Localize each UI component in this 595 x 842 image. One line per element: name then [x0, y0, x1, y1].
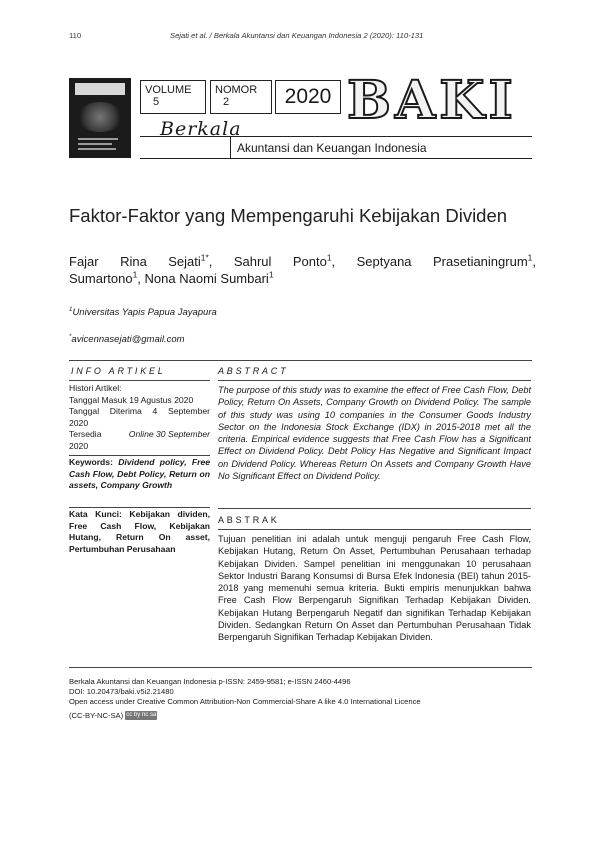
- nomor-label: NOMOR: [215, 84, 258, 96]
- journal-footer: [69, 677, 421, 721]
- date-online-year: 2020: [69, 440, 89, 451]
- volume-value: 5: [153, 96, 160, 108]
- info-rule: [69, 507, 210, 508]
- affiliation-sup: 1: [69, 305, 73, 313]
- keywords-label: Keywords:: [69, 457, 113, 467]
- footer-rule: [69, 667, 532, 668]
- running-head: Sejati et al. / Berkala Akuntansi dan Keuangan Indonesia 2 (2020): 110-131: [170, 31, 424, 40]
- abstract-rule: [218, 380, 531, 381]
- date-accepted: Tanggal Diterima 4 September: [69, 406, 210, 416]
- baki-logo: BAKI: [347, 76, 517, 126]
- volume-label: VOLUME: [145, 84, 192, 96]
- cc-license-badge[interactable]: cc by nc sa: [126, 712, 157, 719]
- affiliation: [69, 307, 217, 318]
- author-name: Fajar Rina Sejati: [69, 254, 201, 269]
- page-number: 110: [69, 31, 82, 40]
- author-sup: 1: [268, 269, 274, 280]
- year-box: 2020: [275, 80, 341, 114]
- author-sup: 1*: [200, 252, 209, 263]
- online-date: Online 30 September: [128, 429, 210, 439]
- berkala-script: Berkala: [160, 118, 242, 140]
- kata-kunci-label: Kata Kunci:: [69, 509, 122, 519]
- author-sup: 1: [132, 269, 138, 280]
- email-text: avicennasejati@gmail.com: [71, 334, 185, 345]
- volume-box: [140, 80, 206, 114]
- license-line: Open access under Creative Common Attribution-Non Commercial-Share A like 4.0 International Licence: [69, 697, 421, 707]
- journal-subtitle: Akuntansi dan Keuangan Indonesia: [237, 141, 427, 155]
- issn-line: Berkala Akuntansi dan Keuangan Indonesia p-ISSN: 2459-9581; e-ISSN 2460-4496: [69, 677, 351, 686]
- abstract-text: The purpose of this study was to examine the effect of Free Cash Flow, Debt Policy, Return On Assets, Company Growth on Dividend Policy. The sample of this study was using 10 companies in the Consumer Goods Industry Sector on the Indonesia Stock Exchange (IDX) in 2015-2018 met all the criteria. Empirical evidence suggests that Free Cash Flow has a Significant Effect on Dividend Policy. Debt Policy Has Negative and Significant Impact on Dividend Policy. Whereas Return On Assets and Company Growth Have No Significant Effect on Dividend Policy.: [218, 385, 531, 482]
- abstrak-rule: [218, 508, 531, 509]
- author-name: Nona Naomi Sumbari: [144, 271, 269, 286]
- info-rule: [69, 380, 210, 381]
- keywords-text: Dividend policy, Free Cash Flow, Debt Policy, Return on assets, Company Growth: [69, 457, 211, 490]
- section-rule: [69, 360, 532, 361]
- journal-cover-thumbnail: [69, 78, 131, 158]
- abstrak-text: Tujuan penelitian ini adalah untuk menguji pengaruh Free Cash Flow, Kebijakan Hutang, Return On Asset, Pertumbuhan Perusahaan terhadap Kebijakan Dividen. Sampel penelitian ini menggunakan 10 perusahaan Sektor Industri Barang Konsumsi di Bursa Efek Indonesia (BEI) tahun 2015-2018 yang memenuhi semua kriteria. Bukti empiris menunjukkan bahwa Free Cash Flow Berpengaruh Signifikan Terhadap Kebijakan Dividen. Kebijakan Hutang Berpengaruh Negatif dan signifikan Terhadap Kebijakan Dividen. Sedangkan Return On Asset dan Pertumbuhan Perusahaan Tidak Berpengaruh Signifikan Terhadap Kebijakan Dividen.: [218, 534, 531, 643]
- author-list-line2: Sumartono$^1$, Nona Naomi Sumbari$^1$: [69, 269, 274, 286]
- nomor-value: 2: [223, 96, 230, 108]
- info-rule: [69, 455, 210, 456]
- corresponding-email: [69, 334, 185, 345]
- article-history: [69, 383, 210, 452]
- doi-line: DOI: 10.20473/baki.v5i2.21480: [69, 687, 174, 697]
- date-online: [69, 429, 210, 441]
- banner-rule-bottom: [140, 158, 532, 159]
- abstrak-rule: [218, 529, 531, 530]
- affiliation-text: Universitas Yapis Papua Jayapura: [72, 307, 217, 318]
- license-abbrev: [69, 711, 421, 721]
- nomor-box: [210, 80, 272, 114]
- history-label: Histori Artikel:: [69, 383, 122, 393]
- cc-abbrev: (CC-BY-NC-SA): [69, 710, 124, 720]
- abstrak-heading: ABSTRAK: [218, 515, 280, 525]
- email-sup: *: [69, 332, 72, 340]
- date-received: Tanggal Masuk 19 Agustus 2020: [69, 394, 194, 405]
- date-accepted-year: 2020: [69, 417, 89, 428]
- kata-kunci-block: [69, 509, 210, 555]
- abstract-heading: ABSTRACT: [218, 366, 289, 376]
- author-name: Septyana Prasetianingrum: [356, 254, 528, 269]
- author-name: Sumartono: [69, 271, 133, 286]
- author-sup: 1: [527, 252, 533, 263]
- info-artikel-heading: INFO ARTIKEL: [71, 366, 166, 376]
- kata-kunci-text: Kebijakan dividen, Free Cash Flow, Kebijakan Hutang, Return On asset, Pertumbuhan Perusahaan: [69, 509, 211, 554]
- article-title: Faktor-Faktor yang Mempengaruhi Kebijakan Dividen: [69, 205, 508, 226]
- keywords-block: [69, 457, 210, 492]
- author-list: Fajar Rina Sejati$^{1*}$, Sahrul Ponto$^1$, Septyana Prasetianingrum$^1$,: [69, 252, 536, 269]
- banner-rule-divider: [230, 136, 231, 158]
- banner-rule-top: [140, 136, 532, 137]
- author-sup: 1: [326, 252, 332, 263]
- author-name: Sahrul Ponto: [233, 254, 327, 269]
- online-prefix: Tersedia: [69, 429, 102, 439]
